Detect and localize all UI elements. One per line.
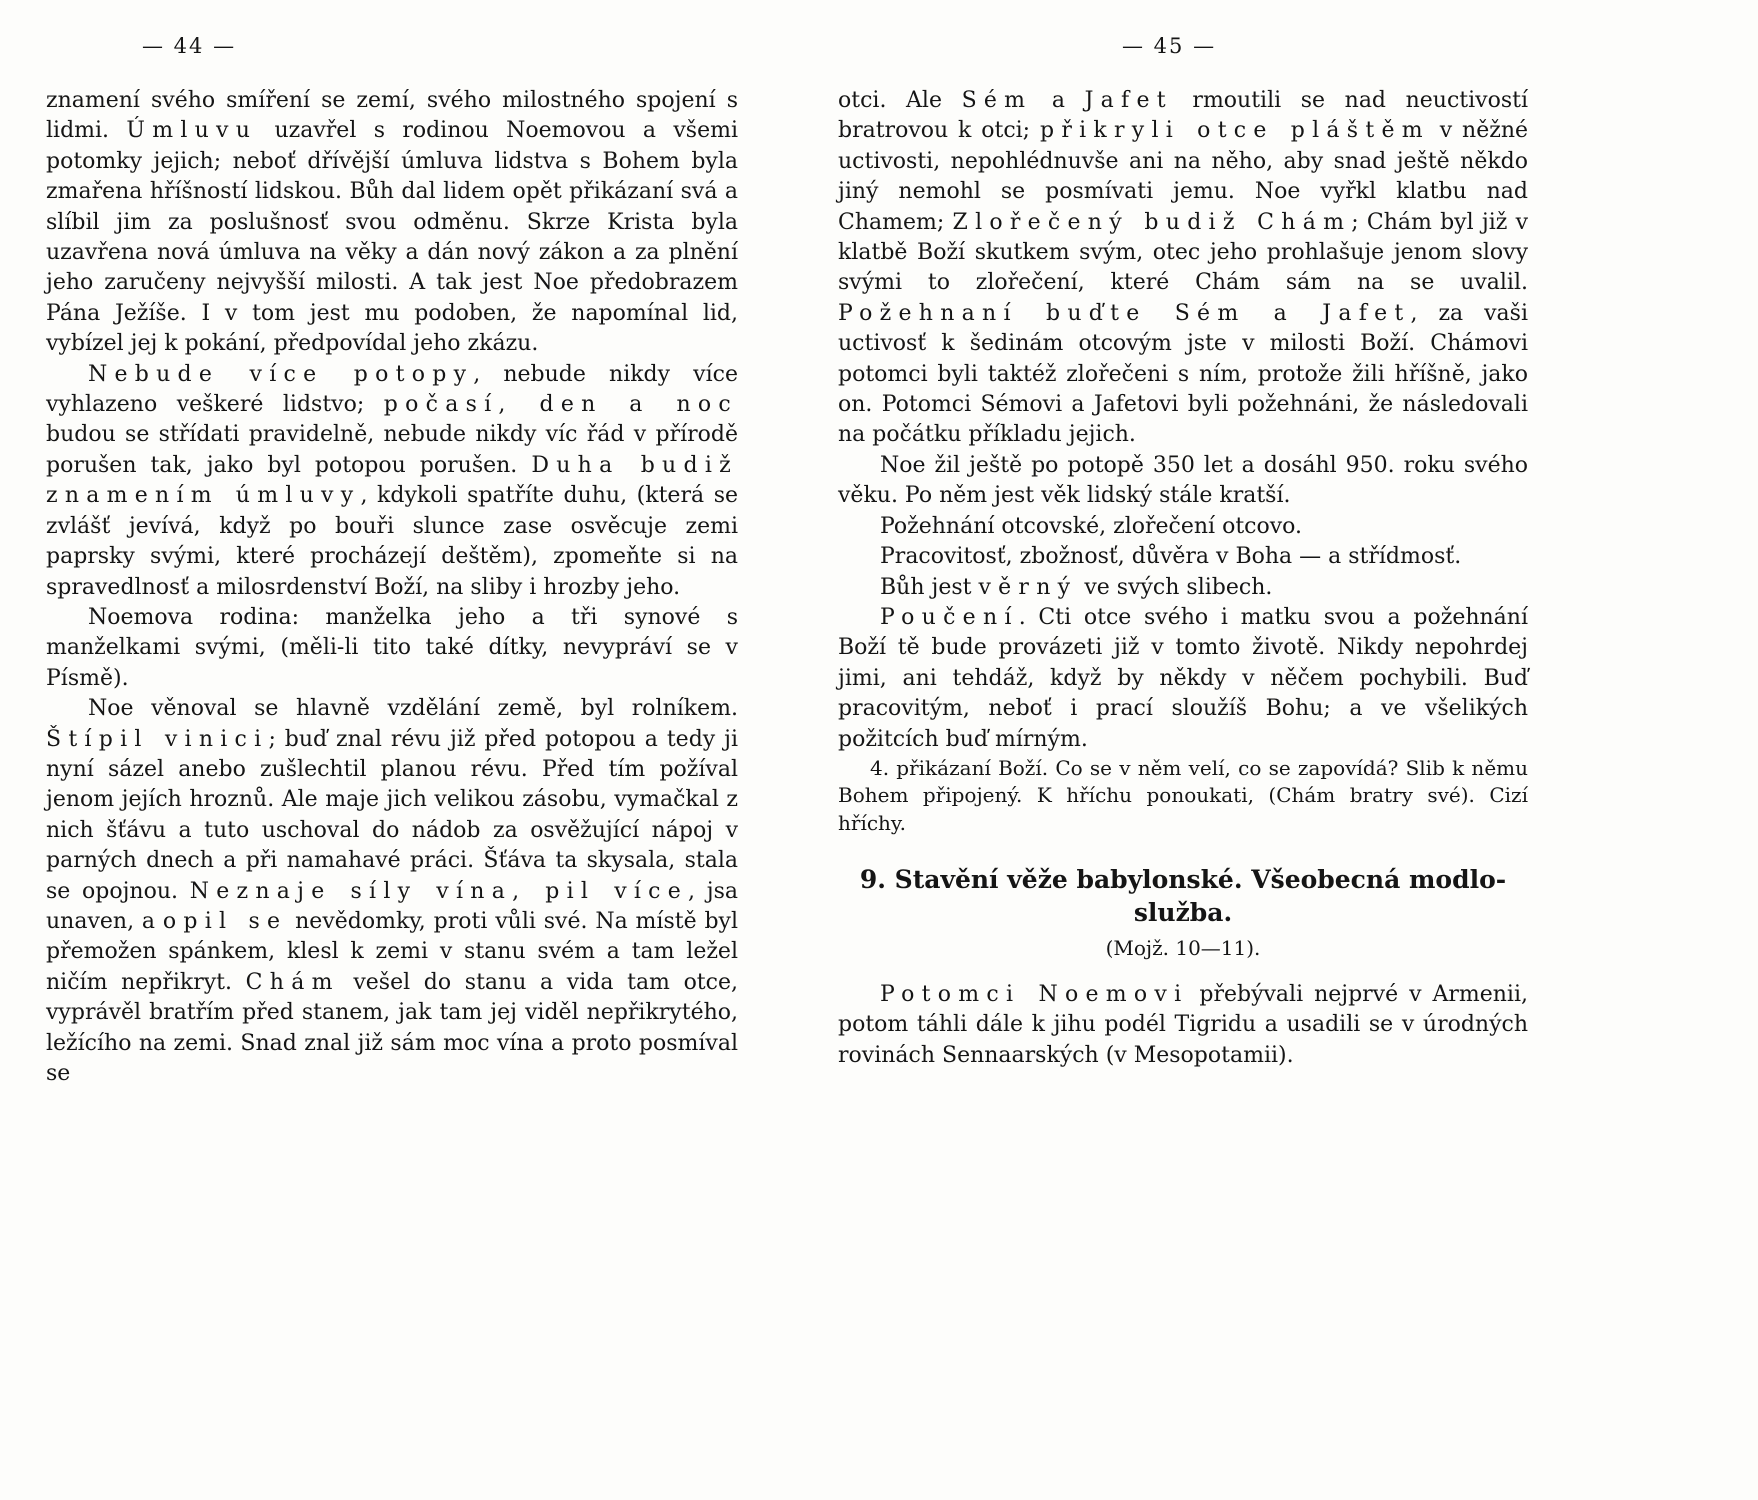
text-run: nevědomky, proti vůli své. Na místě byl přemožen spánkem, klesl k zemi v stanu svém a tam ležel ničím nepřikryt. xyxy=(46,908,738,995)
emphasized-text-run: počasí, den a noc xyxy=(383,392,738,418)
text-run: služba. xyxy=(1133,898,1233,928)
text-run: ; buď znal révu již před potopou a tedy ji nyní sázel anebo zušlechtil planou révu. Před tím požíval jenom jejích hroznů. Ale maje jich velikou zásobu, vymačkal z nich šťávu a tuto uschoval do nádob za osvěžující nápoj v parných dnech a při namahavé práci. Šťáva ta skysala, stala se opojnou. xyxy=(46,726,739,904)
emphasized-text-run: Chám xyxy=(245,969,340,995)
emphasized-text-run: Štípil vinici xyxy=(46,726,269,752)
text-run: v něžné uctivosti, nepohlédnuvše ani na něho, aby snad ještě někdo jiný nemohl se posmívati jemu. Noe vyřkl klatbu nad Chamem; xyxy=(838,118,1529,235)
emphasized-text-run: Potomci Noemovi xyxy=(880,981,1189,1007)
paragraph xyxy=(46,86,738,360)
paragraph xyxy=(46,694,738,1089)
paragraph xyxy=(838,542,1528,572)
text-run: budou se střídati pravidelně, nebude nikdy víc řád v přírodě porušen tak, jako byl potopou porušen. xyxy=(46,422,738,478)
text-run: vešel do stanu a vida tam otce, vyprávěl bratřím před stanem, jak tam jej viděl nepřikrytého, ležícího na zemi. Snad znal již sám moc vína a proto posmíval se xyxy=(46,969,738,1086)
emphasized-text-run: Duha budiž znamením úmluvy xyxy=(46,452,738,509)
paragraph xyxy=(838,980,1528,1071)
text-run: ve svých slibech. xyxy=(1077,574,1273,600)
paragraph xyxy=(46,360,738,603)
text-run: Požehnání otcovské, zlořečení otcovo. xyxy=(880,513,1303,539)
emphasized-text-run: Požehnaní buďte Sém a Jafet xyxy=(838,300,1411,326)
emphasized-text-run: přikryli otce pláštěm xyxy=(1039,118,1430,144)
text-run: Bůh jest xyxy=(880,574,979,600)
page-left xyxy=(46,0,738,1500)
text-run: , za vaši uctivosť k šedinám otcovým jste v milosti Boží. Chámovi potomci byli taktéž zlořečeni s ním, protože žili hříšně, jako on. Potomci Sémovi a Jafetovi byli požehnáni, že následovali na počátku příkladu jejich. xyxy=(838,300,1528,448)
emphasized-text-run: opil se xyxy=(162,908,288,934)
paragraph xyxy=(838,573,1528,603)
text-run: , nebude nikdy více vyhlazeno veškeré lidstvo; xyxy=(46,361,738,418)
text-run: 4. přikázaní Boží. Co se v něm velí, co se zapovídá? Slib k němu Bohem připojený. K hříchu ponoukati, (Chám bratry své). Cizí hříchy. xyxy=(838,755,1528,835)
heading xyxy=(838,863,1528,929)
page-right xyxy=(838,0,1528,1500)
emphasized-text-run: Nebude více potopy xyxy=(88,361,474,387)
text-run: (Mojž. 10—11). xyxy=(1105,936,1261,961)
reference xyxy=(838,933,1528,963)
paragraph xyxy=(838,86,1528,451)
text-run: přebývali nejprvé v Armenii, potom táhli dále k jihu podél Tigridu a usadili se v úrodných rovinách Sennaarských (v Mesopotamii). xyxy=(838,981,1528,1068)
text-run: znamení svého smíření se zemí, svého milostného spojení s lidmi. xyxy=(46,88,738,144)
text-run: , kdykoli spatříte duhu, (která se zvlášť jevívá, když po bouři slunce zase osvěcuje zemi paprsky svými, které procházejí deštěm), zpomeňte si na spravedlnosť a milosrdenství Boží, na sliby i hrozby jeho. xyxy=(46,483,739,600)
emphasized-text-run: Jafet xyxy=(1084,88,1173,113)
text-run: otci. Ale xyxy=(838,88,962,113)
text-run: Noe věnoval se hlavně vzdělání země, byl rolníkem. xyxy=(88,696,738,722)
text-run: a xyxy=(1032,88,1085,113)
paragraph xyxy=(838,512,1528,542)
emphasized-text-run: Zlořečený budiž Chám xyxy=(952,209,1352,235)
text-run: uzavřel s rodinou Noemovou a všemi potomky jejich; neboť dřívější úmluva lidstva s Bohem byla zmařena hříšností lidskou. Bůh dal lidem opět přikázaní svá a slíbil jim za poslušnosť svou odměnu. Skrze Krista byla uzavřena nová úmluva na věky a dán nový zákon a za plnění jeho zaručeny nejvyšší milosti. A tak jest Noe předobrazem Pána Ježíše. I v tom jest mu podoben, že napomínal lid, vybízel jej k pokání, předpovídal jeho zkázu. xyxy=(46,118,738,357)
paragraph xyxy=(838,603,1528,755)
text-run: 9. Stavění věže babylonské. Všeobecná modlo- xyxy=(859,865,1507,895)
text-run: Noe žil ještě po potopě 350 let a dosáhl 950. roku svého věku. Po něm jest věk lidský stále kratší. xyxy=(838,452,1528,509)
text-run: ; Chám byl již v klatbě Boží skutkem svým, otec jeho prohlašuje jenom slovy svými to zlořečení, které Chám sám na se uvalil. xyxy=(838,209,1529,296)
text-run: rmoutili se nad neuctivostí bratrovou k otci; xyxy=(838,88,1528,144)
page-body-left xyxy=(46,86,738,1089)
page-number-left: — 44 — xyxy=(142,34,237,58)
emphasized-text-run: Neznaje síly vína, pil více xyxy=(189,878,689,904)
text-run: . Cti otce svého i matku svou a požehnání Boží tě bude provázeti již v tomto životě. Nikdy nepohrdej jimi, ani tehdáž, když by někdy v něčem pochybili. Buď pracovitým, neboť i prací sloužíš Bohu; a ve všelikých požitcích buď mírným. xyxy=(838,604,1528,752)
page-number-right: — 45 — xyxy=(1122,34,1217,58)
paragraph xyxy=(46,603,738,694)
text-run: Pracovitosť, zbožnosť, důvěra v Boha — a střídmosť. xyxy=(880,544,1462,570)
note xyxy=(838,755,1528,838)
page-body-right xyxy=(838,86,1528,1071)
paragraph xyxy=(838,451,1528,512)
text-run: Noemova rodina: manželka jeho a tři synové s manželkami svými, (měli-li tito také dítky, nevypráví se v Písmě). xyxy=(46,604,738,691)
emphasized-text-run: Sém xyxy=(961,88,1033,113)
emphasized-text-run: Poučení xyxy=(880,604,1019,630)
text-run: , jsa unaven, a xyxy=(46,878,738,934)
emphasized-text-run: Úmluvu xyxy=(126,118,258,144)
emphasized-text-run: věrný xyxy=(978,574,1078,600)
